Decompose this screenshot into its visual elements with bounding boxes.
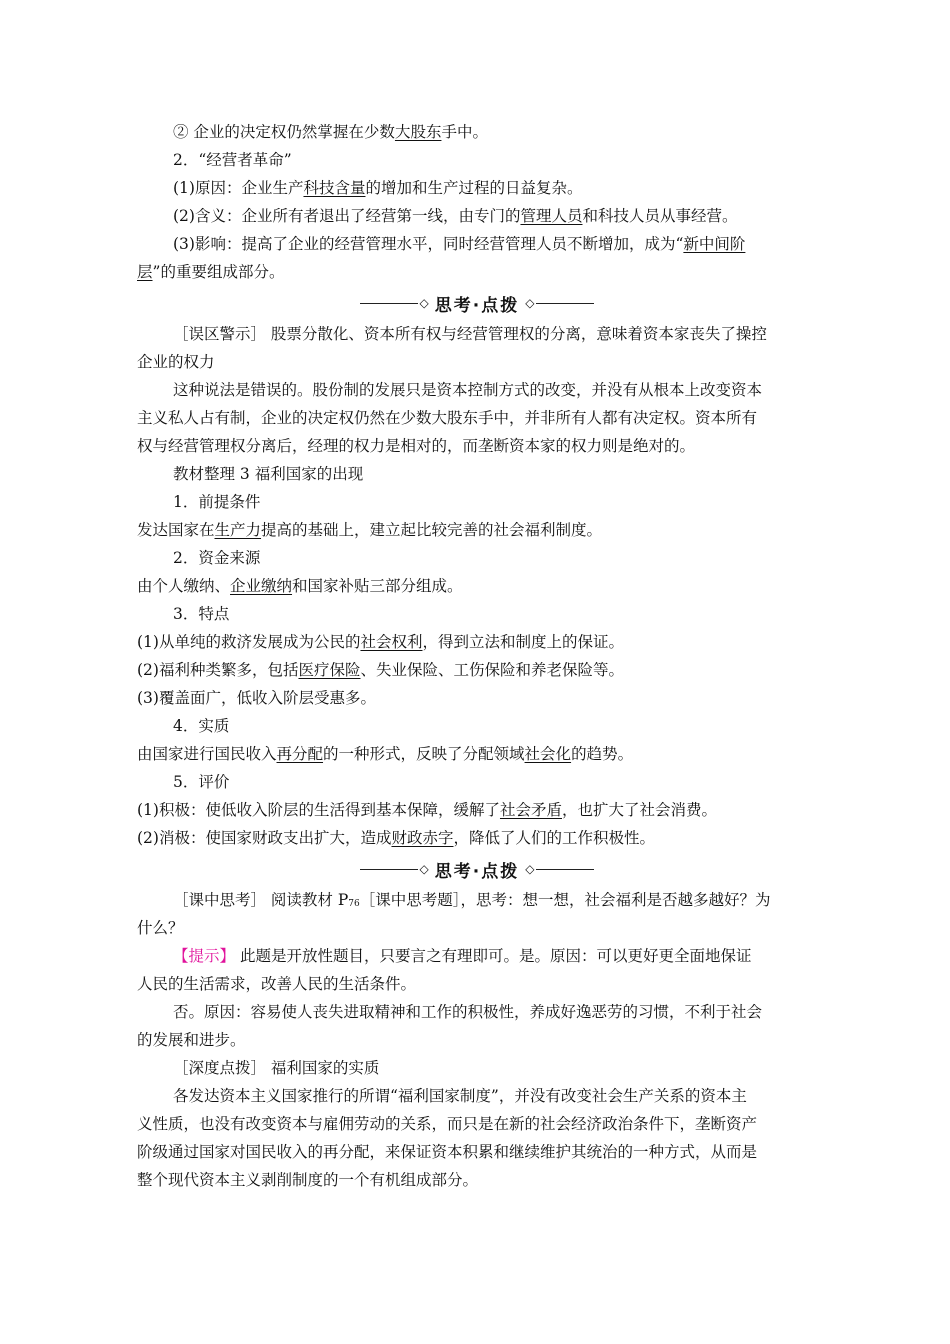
text: ［课中思考题］，思考：想一想，社会福利是否越多越好？为	[359, 891, 771, 909]
text-line	[137, 202, 817, 230]
text-line	[137, 740, 817, 768]
key-term: 大股东	[394, 123, 442, 141]
text: ”的重要组成部分。	[152, 263, 285, 281]
text-line: 整个现代资本主义剥削制度的一个有机组成部分。	[137, 1171, 479, 1189]
diamond-icon: ◇	[419, 296, 429, 310]
text: 、失业保险、工伤保险和养老保险等。	[360, 661, 624, 679]
text-line	[137, 656, 817, 684]
text: 发达国家在	[137, 521, 215, 539]
text-line: 主义私人占有制，企业的决定权仍然在少数大股东手中，并非所有人都有决定权。资本所有	[137, 409, 758, 427]
text: 由个人缴纳、	[137, 577, 231, 595]
divider-rule	[536, 303, 594, 304]
sub-heading: 2．资金来源	[173, 549, 261, 567]
text-line: 的发展和进步。	[137, 1031, 246, 1049]
text-line: 权与经营管理权分离后，经理的权力是相对的，而垄断资本家的权力则是绝对的。	[137, 437, 696, 455]
diamond-icon: ◇	[525, 862, 535, 876]
text-line	[137, 230, 817, 258]
text-line	[137, 628, 817, 656]
text-line: 阶级通过国家对国民收入的再分配，来保证资本积累和继续维护其统治的一种方式，从而是	[137, 1143, 758, 1161]
text-line	[137, 886, 817, 914]
text: ，降低了人们的工作积极性。	[453, 829, 655, 847]
key-term: 社会矛盾	[499, 801, 562, 819]
key-term: 管理人员	[520, 207, 583, 225]
text-line	[137, 572, 817, 600]
text-line	[137, 824, 817, 852]
key-term: 再分配	[276, 745, 324, 763]
text: 手中。	[441, 123, 488, 141]
key-term: 新中间阶	[683, 235, 746, 253]
text: (2)福利种类繁多，包括	[137, 661, 299, 679]
text: 提高的基础上，建立起比较完善的社会福利制度。	[261, 521, 603, 539]
section-divider	[137, 288, 817, 318]
document-page	[137, 118, 817, 1194]
sub-heading: 5．评价	[173, 773, 230, 791]
page-subscript: 76	[348, 899, 360, 909]
divider-title: 思考·点拨	[434, 861, 520, 882]
text-line: 义性质，也没有改变资本与雇佣劳动的关系，而只是在新的社会经济政治条件下，垄断资产	[137, 1115, 758, 1133]
text: 的趋势。	[571, 745, 634, 763]
text-line	[137, 258, 817, 286]
key-term: 财政赤字	[391, 829, 454, 847]
text-line: 否。原因：容易使人丧失进取精神和工作的积极性，养成好逸恶劳的习惯，不利于社会	[173, 1003, 763, 1021]
diamond-icon: ◇	[525, 296, 535, 310]
text-line: 各发达资本主义国家推行的所谓“福利国家制度”，并没有改变社会生产关系的资本主	[173, 1087, 747, 1105]
text: ，得到立法和制度上的保证。	[422, 633, 624, 651]
divider-rule	[536, 869, 594, 870]
text-line: 什么？	[137, 919, 184, 937]
diamond-icon: ◇	[419, 862, 429, 876]
sub-heading: 1．前提条件	[173, 493, 261, 511]
section-divider	[137, 854, 817, 884]
text: (1)原因：企业生产	[173, 179, 304, 197]
divider-rule	[360, 303, 418, 304]
text: 此题是开放性题目，只要言之有理即可。是。原因：可以更好更全面地保证	[235, 947, 752, 965]
section-heading: 教材整理 3 福利国家的出现	[173, 465, 364, 483]
text-line	[137, 516, 817, 544]
text-line: 企业的权力	[137, 353, 215, 371]
text: 和科技人员从事经营。	[582, 207, 738, 225]
hint-label: 【提示】	[173, 947, 236, 965]
key-term: 社会权利	[360, 633, 423, 651]
text: ② 企业的决定权仍然掌握在少数	[173, 123, 395, 141]
text-line	[137, 118, 817, 146]
text-line: (3)覆盖面广，低收入阶层受惠多。	[137, 689, 376, 707]
text-line: ［误区警示］ 股票分散化、资本所有权与经营管理权的分离，意味着资本家丧失了操控	[173, 325, 767, 343]
text: (2)消极：使国家财政支出扩大，造成	[137, 829, 392, 847]
divider-rule	[360, 869, 418, 870]
key-term: 层	[137, 263, 153, 281]
key-term: 生产力	[214, 521, 262, 539]
text-line	[137, 174, 817, 202]
divider-title: 思考·点拨	[434, 295, 520, 316]
text: 的一种形式，反映了分配领域	[323, 745, 525, 763]
text: (1)从单纯的救济发展成为公民的	[137, 633, 361, 651]
text-line: 这种说法是错误的。股份制的发展只是资本控制方式的改变，并没有从根本上改变资本	[173, 381, 763, 399]
section-heading: ［深度点拨］ 福利国家的实质	[173, 1059, 380, 1077]
text-line: 人民的生活需求，改善人民的生活条件。	[137, 975, 417, 993]
text-line	[137, 796, 817, 824]
text: 由国家进行国民收入	[137, 745, 277, 763]
text: (3)影响：提高了企业的经营管理水平，同时经营管理人员不断增加，成为“	[173, 235, 684, 253]
text: (2)含义：企业所有者退出了经营第一线，由专门的	[173, 207, 521, 225]
text: (1)积极：使低收入阶层的生活得到基本保障，缓解了	[137, 801, 500, 819]
sub-heading: 4．实质	[173, 717, 230, 735]
text: 和国家补贴三部分组成。	[292, 577, 463, 595]
key-term: 医疗保险	[298, 661, 361, 679]
text-line	[137, 942, 817, 970]
section-heading: 2．“经营者革命”	[173, 151, 292, 169]
key-term: 社会化	[524, 745, 572, 763]
text: 的增加和生产过程的日益复杂。	[365, 179, 583, 197]
text: ［课中思考］ 阅读教材 P	[173, 891, 349, 909]
sub-heading: 3．特点	[173, 605, 230, 623]
key-term: 科技含量	[303, 179, 366, 197]
text: ，也扩大了社会消费。	[561, 801, 717, 819]
key-term: 企业缴纳	[230, 577, 293, 595]
